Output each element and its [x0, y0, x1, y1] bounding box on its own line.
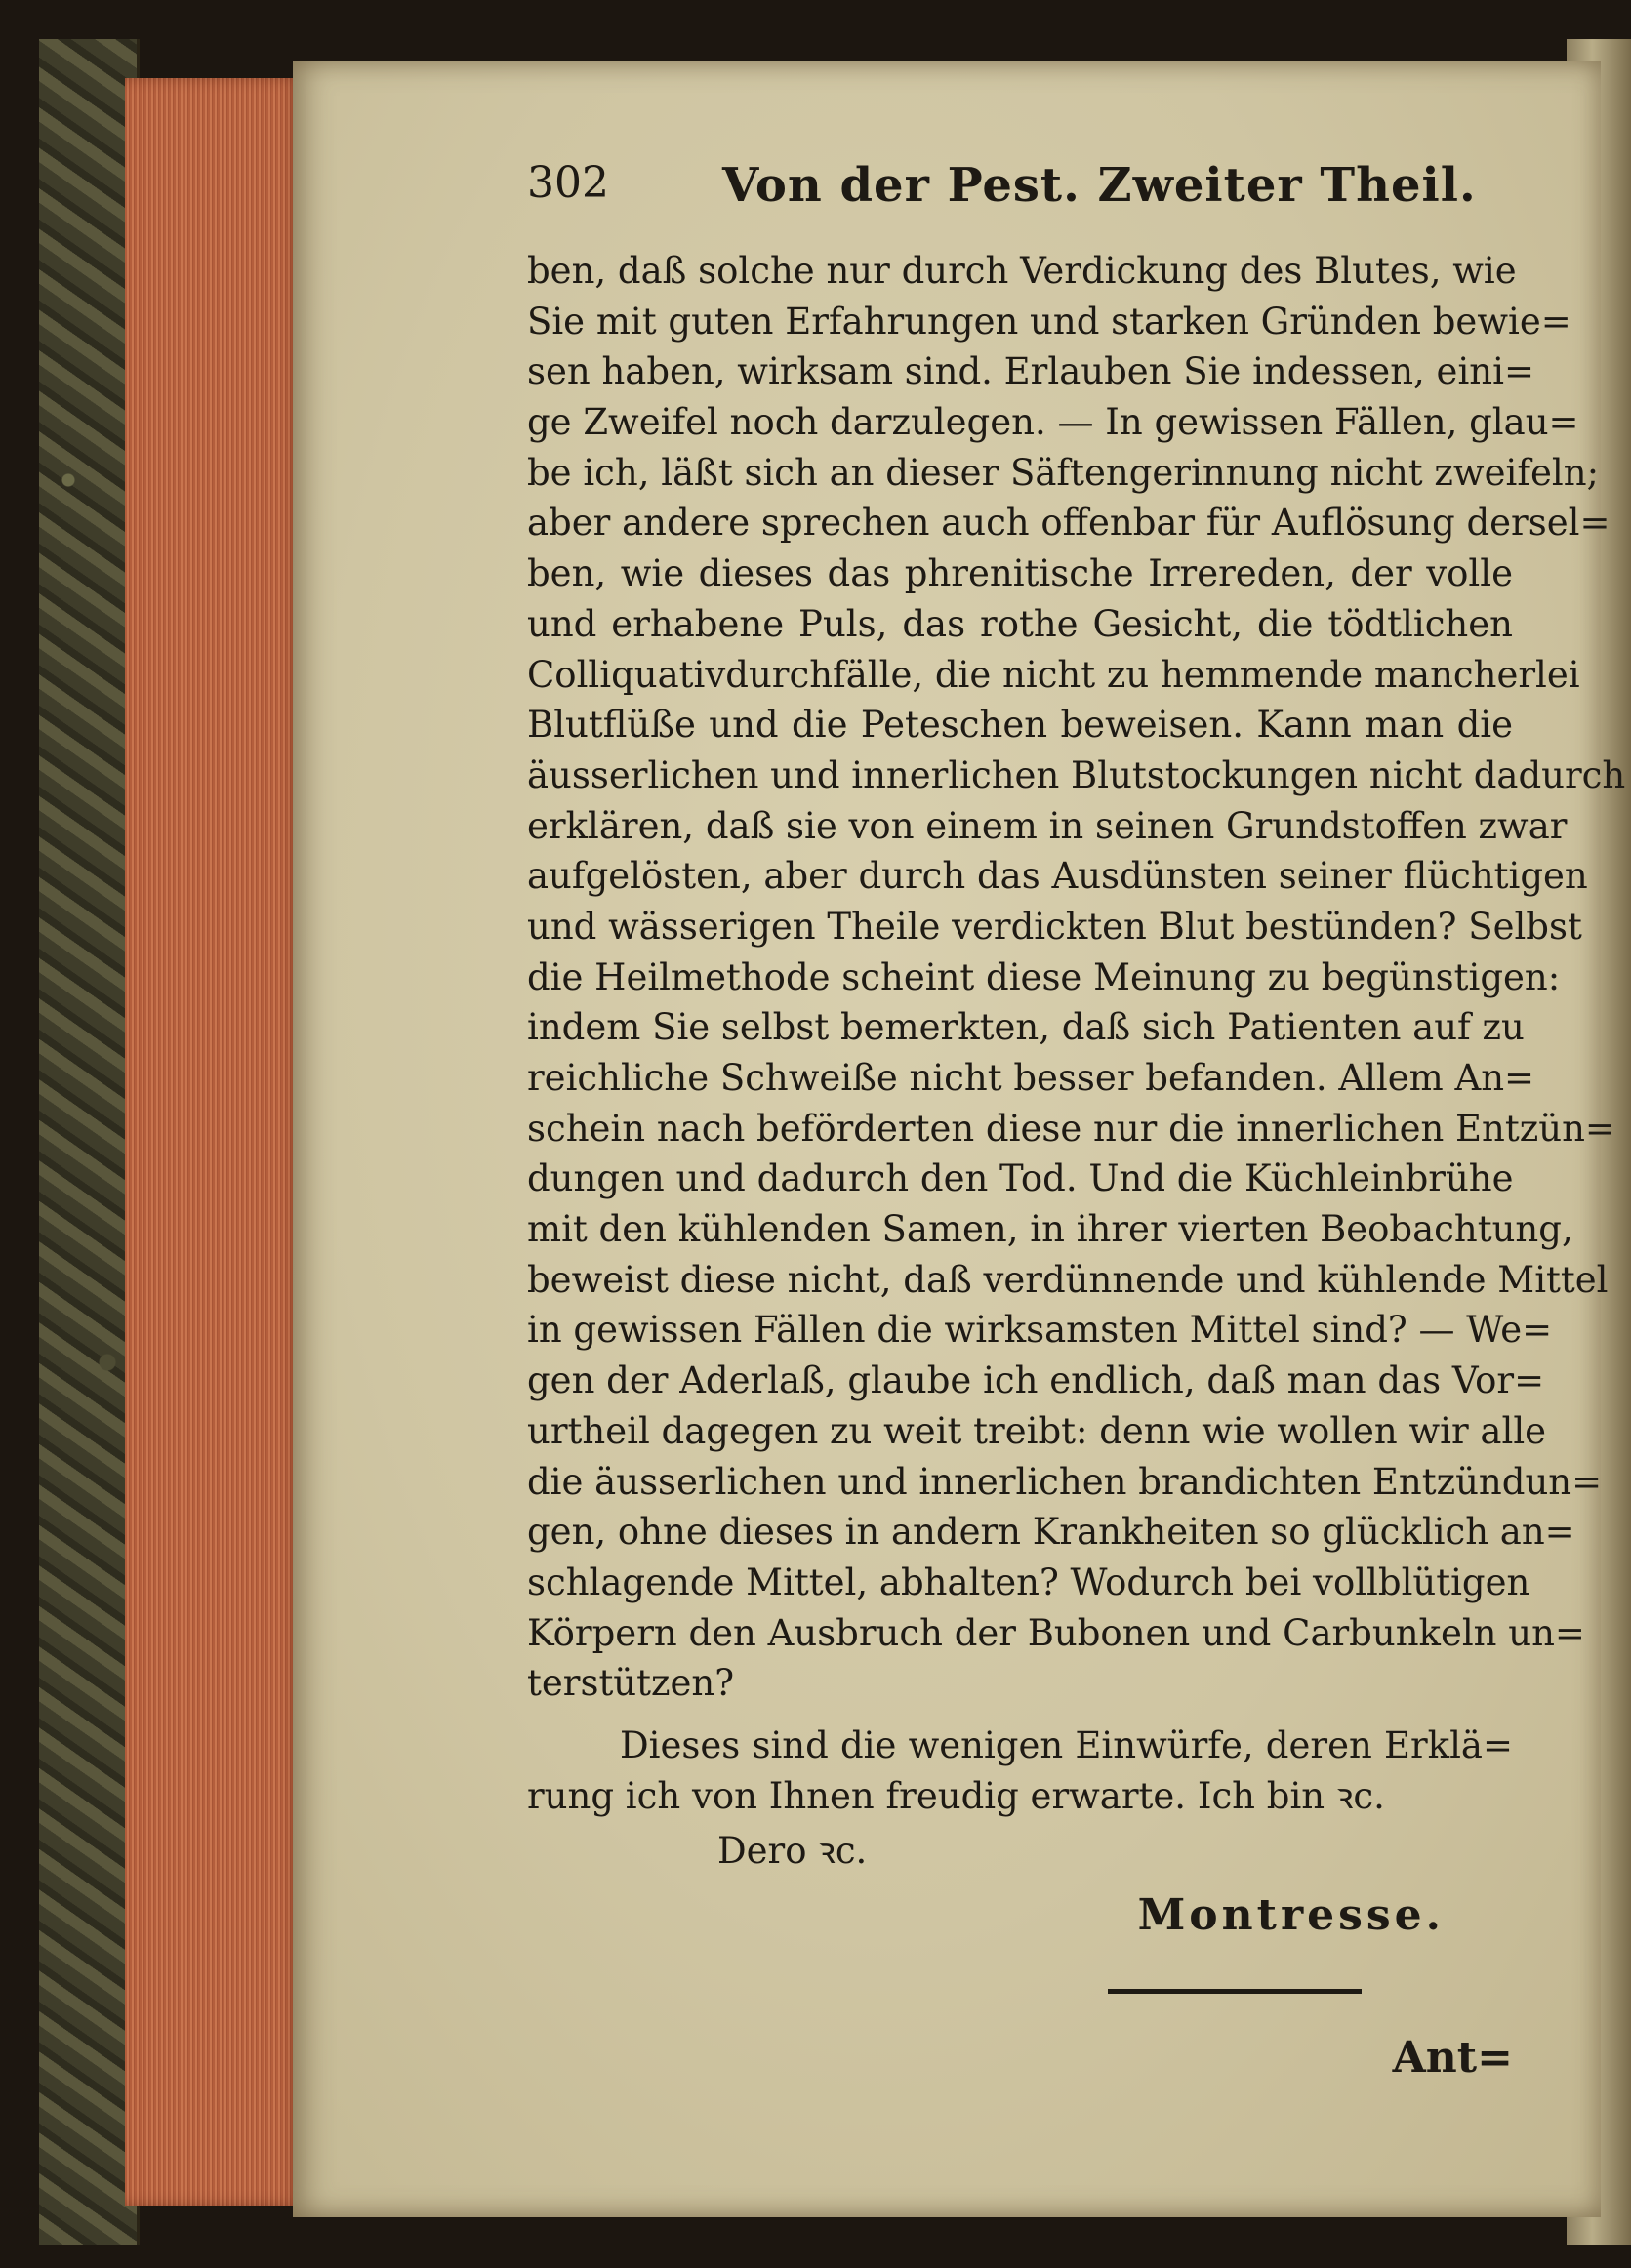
text-line: gen der Aderlaß, glaube ich endlich, daß man das Vor=: [527, 1359, 1545, 1402]
page-text: [527, 158, 1626, 2084]
page-header: [527, 158, 1513, 246]
text-line: Colliquativdurchfälle, die nicht zu hemmende mancherlei: [527, 653, 1580, 696]
text-line: ben, wie dieses das phrenitische Irrereden, der volle: [527, 552, 1513, 595]
text-line: und wässerigen Theile verdickten Blut bestünden? Selbst: [527, 905, 1582, 948]
text-line: dungen und dadurch den Tod. Und die Küchleinbrühe: [527, 1157, 1514, 1200]
text-line: reichliche Schweiße nicht besser befanden. Allem An=: [527, 1057, 1535, 1099]
signature: Montresse.: [1137, 1890, 1445, 1941]
text-line: schein nach beförderten diese nur die innerlichen Entzün=: [527, 1107, 1615, 1150]
text-line: indem Sie selbst bemerkten, daß sich Patienten auf zu: [527, 1006, 1525, 1049]
text-line: aber andere sprechen auch offenbar für Auflösung dersel=: [527, 502, 1611, 545]
text-line: Sie mit guten Erfahrungen und starken Gründen bewie=: [527, 300, 1571, 343]
paragraph-1: [527, 246, 1626, 1709]
text-line: beweist diese nicht, daß verdünnende und kühlende Mittel: [527, 1258, 1609, 1301]
text-line: ge Zweifel noch darzulegen. — In gewissen Fällen, glau=: [527, 401, 1579, 444]
text-line: und erhabene Puls, das rothe Gesicht, die tödtlichen: [527, 602, 1513, 645]
section-rule: [1108, 1989, 1362, 1994]
text-line: terstützen?: [527, 1662, 735, 1705]
text-line: schlagende Mittel, abhalten? Wodurch bei vollblütigen: [527, 1560, 1530, 1603]
text-line: Körpern den Ausbruch der Bubonen und Carbunkeln un=: [527, 1611, 1585, 1654]
text-line: ben, daß solche nur durch Verdickung des Blutes, wie: [527, 250, 1517, 292]
text-line: mit den kühlenden Samen, in ihrer vierten Beobachtung,: [527, 1208, 1573, 1251]
text-line: erklären, daß sie von einem in seinen Grundstoffen zwar: [527, 804, 1568, 847]
text-line: gen, ohne dieses in andern Krankheiten so glücklich an=: [527, 1511, 1575, 1554]
text-line: be ich, läßt sich an dieser Säftengerinnung nicht zweifeln;: [527, 451, 1600, 494]
text-line: urtheil dagegen zu weit treibt: denn wie wollen wir alle: [527, 1409, 1547, 1452]
page-number: 302: [527, 158, 609, 208]
text-line: sen haben, wirksam sind. Erlauben Sie indessen, eini=: [527, 350, 1534, 393]
text-line: Dieses sind die wenigen Einwürfe, deren Erklä=: [620, 1723, 1513, 1766]
closing-formula: Dero ꝛc.: [717, 1830, 868, 1873]
text-line: äusserlichen und innerlichen Blutstockungen nicht dadurch: [527, 753, 1626, 796]
running-title: Von der Pest. Zweiter Theil.: [722, 158, 1477, 213]
paragraph-2: [527, 1721, 1513, 1821]
text-line: in gewissen Fällen die wirksamsten Mittel sind? — We=: [527, 1309, 1553, 1352]
text-line: die äusserlichen und innerlichen brandichten Entzündun=: [527, 1460, 1603, 1503]
text-line: Blutflüße und die Peteschen beweisen. Kann man die: [527, 704, 1513, 747]
catchword: Ant=: [1392, 2033, 1513, 2084]
text-line: die Heilmethode scheint diese Meinung zu begünstigen:: [527, 955, 1561, 998]
text-line: rung ich von Ihnen freudig erwarte. Ich bin ꝛc.: [527, 1774, 1385, 1817]
page-edge-block: [125, 78, 303, 2206]
text-line: aufgelösten, aber durch das Ausdünsten seiner flüchtigen: [527, 855, 1588, 898]
book-page: [293, 61, 1626, 2217]
